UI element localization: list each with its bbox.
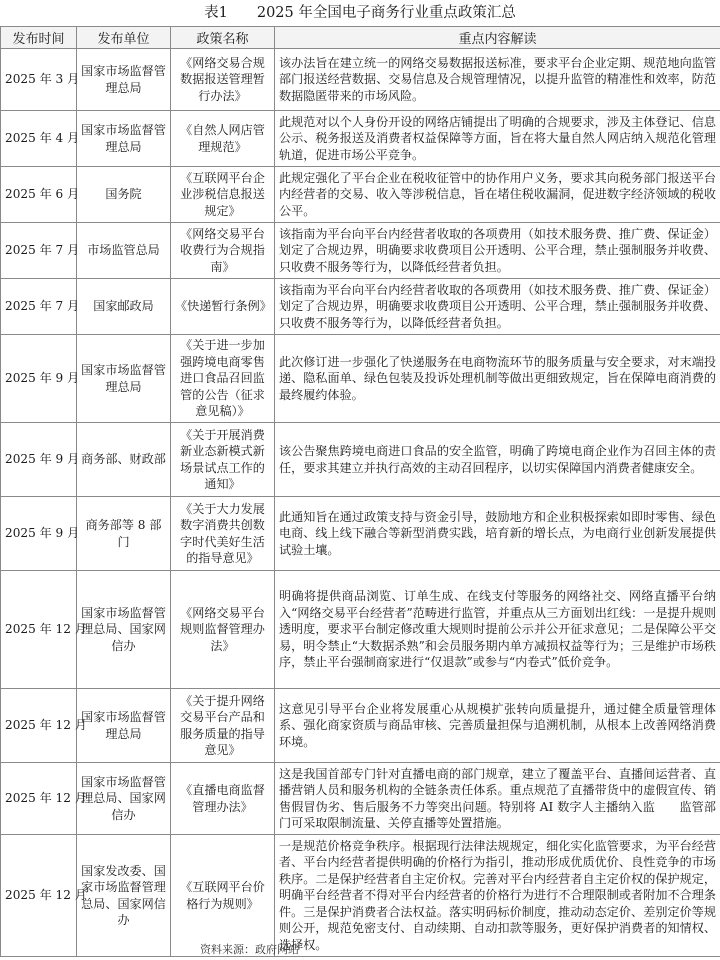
policy-name: 《关于提升网络交易平台产品和服务质量的指导意见》 (171, 689, 275, 763)
issuing-unit: 国家市场监督管理总局 (77, 335, 171, 423)
policy-name: 《网络交易平台收费行为合规指南》 (171, 223, 275, 279)
policy-name: 《直播电商监督管理办法》 (171, 763, 275, 835)
policy-description: 明确将提供商品浏览、订单生成、在线支付等服务的网络社交、网络直播平台纳入“网络交易平台经营者”范畴进行监管，并重点从三方面划出红线：一是提升规则透明度，要求平台制定修改重大规则时提前公示并公开征求意见；二是保障公平交易，明令禁止“大数据杀熟”和会员服务期内单方减损权益等行为；三是维护市场秩序，禁止平台强制商家进行“仅退款”或参与“内卷式”低价竞争。 (275, 571, 720, 689)
release-time: 2025 年 12 月 (1, 571, 77, 689)
policy-name: 《关于开展消费新业态新模式新场景试点工作的通知》 (171, 423, 275, 497)
column-header-policy: 政策名称 (171, 27, 275, 49)
policy-name: 《快递暂行条例》 (171, 279, 275, 335)
release-time: 2025 年 12 月 (1, 763, 77, 835)
policy-description: 该办法旨在建立统一的网络交易数据报送标准，要求平台企业定期、规范地向监管部门报送经营数据、交易信息及合规管理情况，以提升监管的精准性和效率，防范数据隐匿带来的市场风险。 (275, 49, 720, 111)
policy-table (0, 26, 720, 957)
table-row (1, 689, 720, 763)
policy-name: 《关于进一步加强跨境电商零售进口食品召回监管的公告（征求意见稿）》 (171, 335, 275, 423)
issuing-unit: 国家市场监督管理总局 (77, 111, 171, 167)
policy-description: 此规范对以个人身份开设的网络店铺提出了明确的合规要求，涉及主体登记、信息公示、税务报送及消费者权益保障等方面，旨在将大量自然人网店纳入规范化管理轨道，促进市场公平竞争。 (275, 111, 720, 167)
issuing-unit: 国家发改委、国家市场监督管理总局、国家网信办 (77, 835, 171, 957)
release-time: 2025 年 7 月 (1, 223, 77, 279)
release-time: 2025 年 6 月 (1, 167, 77, 223)
release-time: 2025 年 12 月 (1, 689, 77, 763)
policy-description: 此规定强化了平台企业在税收征管中的协作用户义务，要求其向税务部门报送平台内经营者的交易、收入等涉税信息，旨在堵住税收漏洞，促进数字经济领域的税收公平。 (275, 167, 720, 223)
table-row (1, 111, 720, 167)
table-row (1, 835, 720, 957)
release-time: 2025 年 9 月 (1, 423, 77, 497)
table-row (1, 335, 720, 423)
policy-description: 该指南为平台向平台内经营者收取的各项费用（如技术服务费、推广费、保证金）划定了合规边界，明确要求收费项目公开透明、公平合理，禁止强制服务并收费、只收费不服务等行为，以降低经营者负担。 (275, 279, 720, 335)
policy-name: 《互联网平台企业涉税信息报送规定》 (171, 167, 275, 223)
release-time: 2025 年 7 月 (1, 279, 77, 335)
table-title: 表1 2025 年全国电子商务行业重点政策汇总 (204, 5, 516, 21)
table-row (1, 423, 720, 497)
issuing-unit: 商务部等 8 部门 (77, 497, 171, 571)
column-header-content: 重点内容解读 (275, 27, 720, 49)
policy-description: 这意见引导平台企业将发展重心从规模扩张转向质量提升，通过健全质量管理体系、强化商家资质与商品审核、完善质量担保与追溯机制，从根本上改善网络消费环境。 (275, 689, 720, 763)
table-row (1, 223, 720, 279)
release-time: 2025 年 12 月 (1, 835, 77, 957)
policy-name: 《网络交易平台规则监督管理办法》 (171, 571, 275, 689)
table-header-row (1, 27, 720, 49)
policy-name: 《关于大力发展数字消费共创数字时代美好生活的指导意见》 (171, 497, 275, 571)
policy-description: 这是我国首部专门针对直播电商的部门规章，建立了覆盖平台、直播间运营者、直播营销人员和服务机构的全链条责任体系。重点规范了直播带货中的虚假宣传、销售假冒伪劣、售后服务不力等突出问题。特别将 AI 数字人主播纳入监 监管部门可采取限制流量、关停直播等处置措施。 (275, 763, 720, 835)
policy-description: 一是规范价格竞争秩序。根据现行法律法规规定，细化实化监管要求，为平台经营者、平台内经营者提供明确的价格行为指引，推动形成优质优价、良性竞争的市场秩序。二是保护经营者自主定价权。完善对平台内经营者自主定价权的保护规定，明确平台经营者不得对平台内经营者的价格行为进行不合理限制或者附加不合理条件。三是保护消费者合法权益。落实明码标价制度，推动动态定价、差别定价等规则公开，规范免密支付、自动续期、自动扣款等服务，更好保护消费者的知情权、选择权。 (275, 835, 720, 957)
release-time: 2025 年 9 月 (1, 497, 77, 571)
policy-description: 该公告聚焦跨境电商进口食品的安全监管，明确了跨境电商企业作为召回主体的责任，要求其建立并执行高效的主动召回程序，以切实保障国内消费者健康安全。 (275, 423, 720, 497)
table-row (1, 763, 720, 835)
column-header-unit: 发布单位 (77, 27, 171, 49)
issuing-unit: 市场监管总局 (77, 223, 171, 279)
policy-name: 《自然人网店管理规范》 (171, 111, 275, 167)
issuing-unit: 国家市场监督管理总局 (77, 689, 171, 763)
column-header-time: 发布时间 (1, 27, 77, 49)
table-row (1, 571, 720, 689)
release-time: 2025 年 9 月 (1, 335, 77, 423)
table-row (1, 167, 720, 223)
policy-description: 此通知旨在通过政策支持与资金引导，鼓励地方和企业积极探索如即时零售、绿色电商、线上线下融合等新型消费实践，培育新的增长点，为电商行业创新发展提供试验土壤。 (275, 497, 720, 571)
release-time: 2025 年 3 月 (1, 49, 77, 111)
table-row (1, 497, 720, 571)
issuing-unit: 国家市场监督管理总局 (77, 49, 171, 111)
table-row (1, 49, 720, 111)
issuing-unit: 国务院 (77, 167, 171, 223)
policy-name: 《互联网平台价格行为规则》 (171, 835, 275, 957)
issuing-unit: 商务部、财政部 (77, 423, 171, 497)
policy-name: 《网络交易合规数据报送管理暂行办法》 (171, 49, 275, 111)
policy-description: 此次修订进一步强化了快递服务在电商物流环节的服务质量与安全要求，对末端投递、隐私面单、绿色包装及投诉处理机制等做出更细致规定，旨在保障电商消费的最终履约体验。 (275, 335, 720, 423)
issuing-unit: 国家市场监督管理总局、国家网信办 (77, 571, 171, 689)
issuing-unit: 国家市场监督管理总局、国家网信办 (77, 763, 171, 835)
release-time: 2025 年 4 月 (1, 111, 77, 167)
issuing-unit: 国家邮政局 (77, 279, 171, 335)
table-row (1, 279, 720, 335)
data-source-note: 资料来源：政府网站 (200, 943, 299, 956)
policy-description: 该指南为平台向平台内经营者收取的各项费用（如技术服务费、推广费、保证金）划定了合规边界，明确要求收费项目公开透明、公平合理，禁止强制服务并收费、只收费不服务等行为，以降低经营者负担。 (275, 223, 720, 279)
